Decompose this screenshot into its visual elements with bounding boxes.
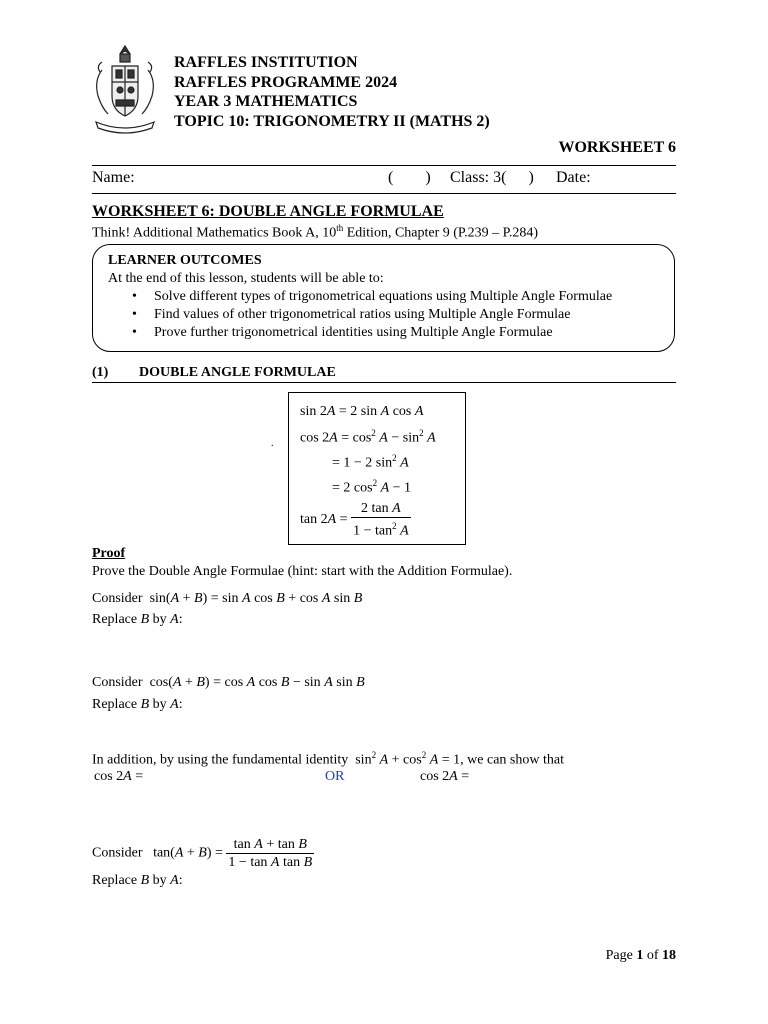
learner-outcomes-intro: At the end of this lesson, students will be able to: [108, 271, 384, 286]
bullet-icon: • [132, 289, 137, 304]
cos2a-blank-1: cos 2A = [94, 769, 144, 784]
consider-sin-line: Consider sin(A + B) = sin A cos B + cos A sin B [92, 591, 363, 606]
outcome-item: • Find values of other trigonometrical ratios using Multiple Angle Formulae [132, 307, 571, 322]
consider-tan-line: Consider tan(A + B) = $\frac{\text{tan A + tan B}}{\text{1 − tan A tan B}}$ [92, 837, 313, 870]
replace-line-tan: Replace B by A: [92, 873, 183, 888]
name-label: Name: [92, 169, 135, 186]
stray-dot: . [271, 438, 274, 449]
formula-tan2a: tan 2A = $\frac{\text{2 tan A}}{1 - \tan^2 A}$ [300, 501, 409, 539]
bullet-icon: • [132, 325, 137, 340]
cos2a-blank-2: cos 2A = [420, 769, 470, 784]
fundamental-identity-line: In addition, by using the fundamental identity $\sin^2 A + \cos^2 A = 1$, we can show that [92, 750, 564, 768]
school-crest-logo [90, 42, 160, 134]
institution-name: RAFFLES INSTITUTION [174, 54, 358, 71]
learner-outcomes-heading: LEARNER OUTCOMES [108, 253, 262, 268]
outcome-item: • Solve different types of trigonometrical equations using Multiple Angle Formulae [132, 289, 613, 304]
section-number: (1) [92, 365, 109, 380]
topic-name: TOPIC 10: TRIGONOMETRY II (MATHS 2) [174, 113, 490, 130]
header-bottom-rule [92, 193, 676, 194]
section-title: DOUBLE ANGLE FORMULAE [139, 365, 336, 380]
subject-name: YEAR 3 MATHEMATICS [174, 93, 358, 110]
consider-cos-line: Consider cos(A + B) = cos A cos B − sin A sin B [92, 675, 365, 690]
date-label: Date: [556, 169, 591, 186]
section-rule [92, 382, 676, 383]
outcome-item: • Prove further trigonometrical identities using Multiple Angle Formulae [132, 325, 553, 340]
replace-line-sin: Replace B by A: [92, 612, 183, 627]
proof-heading: Proof [92, 546, 126, 561]
worksheet-label: WORKSHEET 6 [558, 139, 676, 156]
replace-line-cos: Replace B by A: [92, 697, 183, 712]
formula-sin2a: sin 2A = 2 sin A cos A [300, 404, 424, 419]
header-top-rule [92, 165, 676, 166]
register-number-field: ( ) [388, 169, 431, 186]
proof-instruction: Prove the Double Angle Formulae (hint: start with the Addition Formulae). [92, 564, 513, 579]
formula-cos2a-cos: = 2 $\cos^2 A - 1$ [332, 478, 412, 496]
worksheet-title: WORKSHEET 6: DOUBLE ANGLE FORMULAE [92, 203, 444, 220]
formula-cos2a-sin: = 1 − 2 $\sin^2 A$ [332, 453, 409, 471]
page-number: Page 1 of 18 [605, 948, 676, 963]
or-label: OR [325, 769, 345, 784]
programme-name: RAFFLES PROGRAMME 2024 [174, 74, 398, 91]
formula-cos2a: $\cos 2A = \cos^2 A - \sin^2 A$ [300, 428, 436, 446]
bullet-icon: • [132, 307, 137, 322]
class-label: Class: 3( ) [450, 169, 534, 186]
textbook-reference: Think! Additional Mathematics Book A, 10th Edition, Chapter 9 (P.239 – P.284) [92, 223, 539, 241]
